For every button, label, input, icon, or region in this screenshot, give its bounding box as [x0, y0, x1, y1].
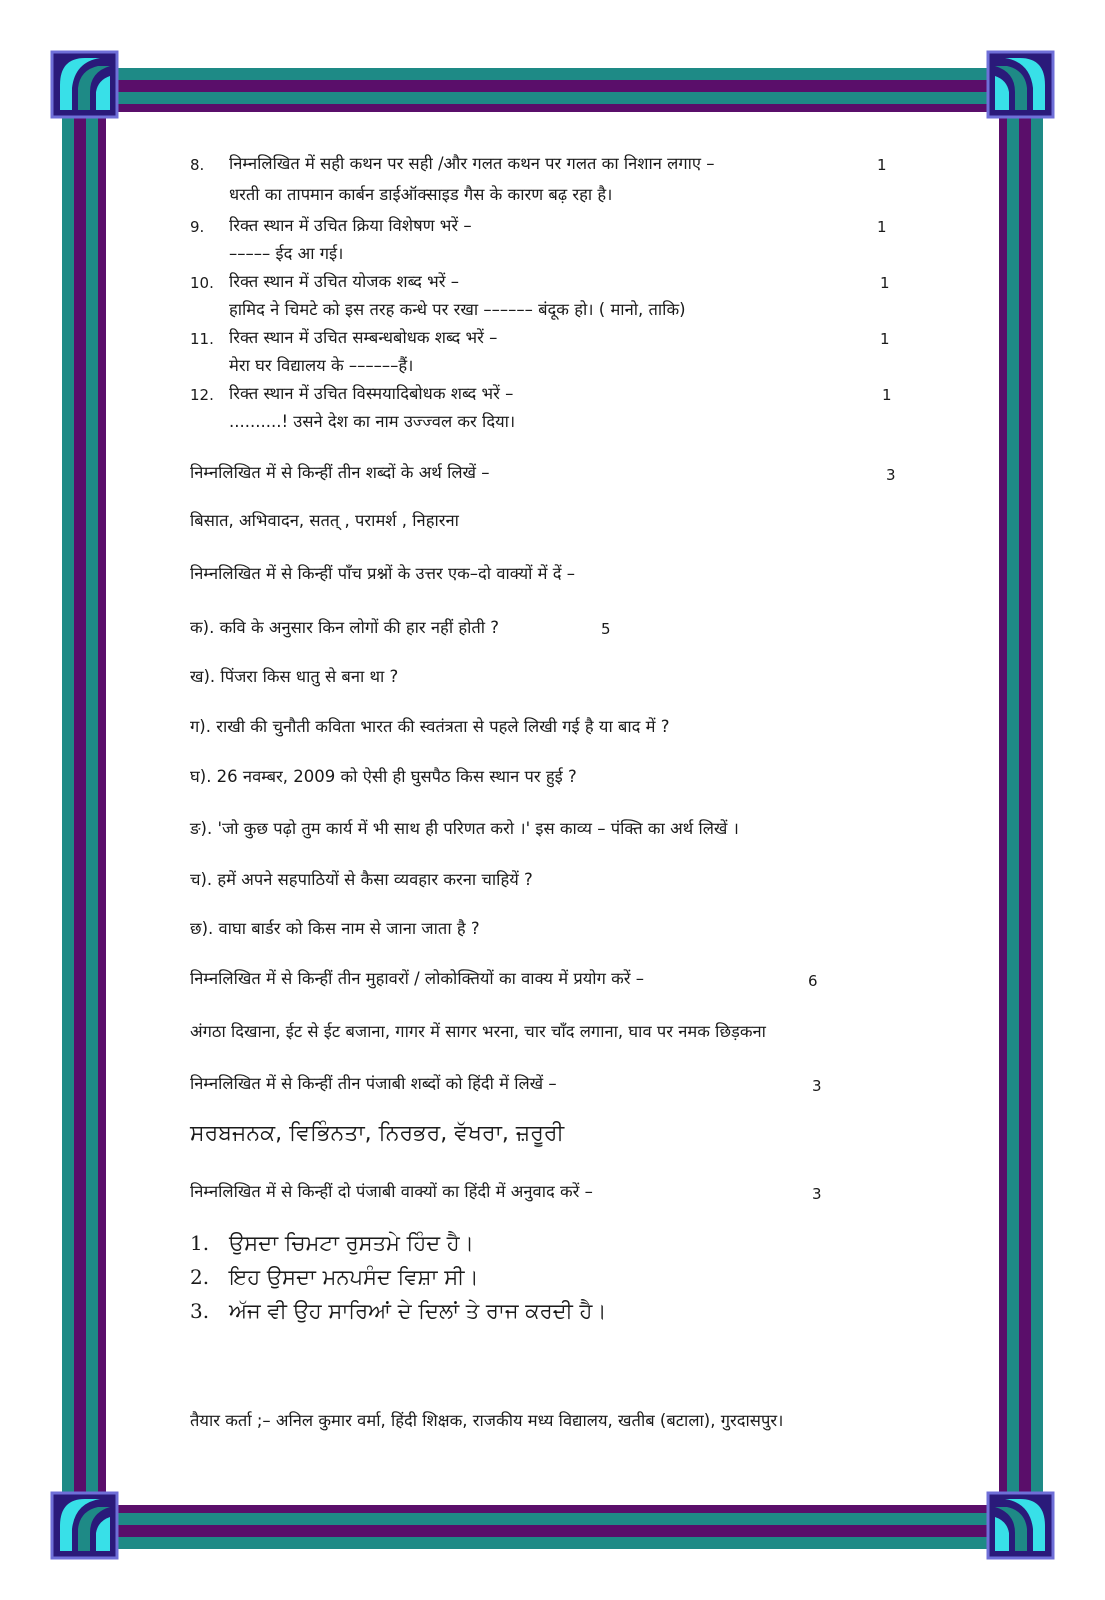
translation-sentence: ਇਹ ਉਸਦਾ ਮਨਪਸੰਦ ਵਿਸ਼ਾ ਸੀ। [229, 1265, 479, 1289]
question-sub: धरती का तापमान कार्बन डाईऑक्साइड गैस के कारण बढ़ रहा है। [229, 185, 613, 204]
question-text: रिक्त स्थान में उचित योजक शब्द भरें – [229, 272, 459, 291]
translation-heading: निम्नलिखित में से किन्हीं दो पंजाबी वाक्यों का हिंदी में अनुवाद करें – [190, 1182, 593, 1201]
translation-sentence: ਉਸਦਾ ਚਿਮਟਾ ਰੁਸਤਮੇ ਹਿੰਦ ਹੈ। [229, 1231, 474, 1255]
question-marks: 1 [877, 218, 887, 236]
question-marks: 1 [880, 274, 890, 292]
question-text: रिक्त स्थान में उचित विस्मयादिबोधक शब्द भरें – [229, 384, 514, 403]
punjabi-words-heading: निम्नलिखित में से किन्हीं तीन पंजाबी शब्दों को हिंदी में लिखें – [190, 1074, 557, 1093]
question-number: 8. [190, 156, 205, 174]
question-marks: 1 [880, 330, 890, 348]
meanings-words: बिसात, अभिवादन, सतत् , परामर्श , निहारना [190, 511, 459, 530]
corner-ornament-top-left [52, 52, 117, 117]
short-answer-item: ङ). 'जो कुछ पढ़ो तुम कार्य में भी साथ ही परिणत करो ।' इस काव्य – पंक्ति का अर्थ लिखें । [190, 819, 739, 838]
short-answers-heading: निम्नलिखित में से किन्हीं पाँच प्रश्नों के उत्तर एक–दो वाक्यों में दें – [190, 564, 576, 583]
question-marks: 1 [882, 386, 892, 404]
translation-number: 1. [190, 1231, 210, 1255]
translation-number: 3. [190, 1299, 210, 1323]
translation-sentence: ਅੱਜ ਵੀ ਉਹ ਸਾਰਿਆਂ ਦੇ ਦਿਲਾਂ ਤੇ ਰਾਜ ਕਰਦੀ ਹੈ। [229, 1299, 607, 1323]
question-sub: मेरा घर विद्यालय के ––––––हैं। [229, 356, 414, 375]
corner-ornament-bottom-right [988, 1493, 1053, 1558]
punjabi-words: ਸਰਬਜਨਕ, ਵਿਭਿੰਨਤਾ, ਨਿਰਭਰ, ਵੱਖਰਾ, ਜ਼ਰੂਰੀ [190, 1121, 565, 1146]
short-answer-item: घ). 26 नवम्बर, 2009 को ऐसी ही घुसपैठ किस स्थान पर हुई ? [190, 767, 577, 786]
corner-ornament-bottom-left [52, 1493, 117, 1558]
meanings-heading: निम्नलिखित में से किन्हीं तीन शब्दों के अर्थ लिखें – [190, 463, 490, 482]
question-number: 9. [190, 218, 205, 236]
question-number: 12. [190, 386, 214, 404]
idioms-list: अंगठा दिखाना, ईट से ईट बजाना, गागर में सागर भरना, चार चाँद लगाना, घाव पर नमक छिड़कना [190, 1022, 766, 1041]
question-text: रिक्त स्थान में उचित क्रिया विशेषण भरें – [229, 216, 472, 235]
idioms-marks: 6 [808, 972, 818, 990]
short-answer-item: छ). वाघा बार्डर को किस नाम से जाना जाता है ? [190, 919, 480, 938]
question-marks: 1 [877, 156, 887, 174]
question-number: 11. [190, 330, 214, 348]
short-answer-item: क). कवि के अनुसार किन लोगों की हार नहीं होती ? [190, 618, 500, 637]
idioms-heading: निम्नलिखित में से किन्हीं तीन मुहावरों / लोकोक्तियों का वाक्य में प्रयोग करें – [190, 969, 645, 988]
punjabi-words-marks: 3 [812, 1077, 822, 1095]
question-number: 10. [190, 274, 214, 292]
author-footer: तैयार कर्ता ;– अनिल कुमार वर्मा, हिंदी शिक्षक, राजकीय मध्य विद्यालय, खतीब (बटाला), गुरदासपुर। [190, 1411, 784, 1430]
translation-marks: 3 [812, 1185, 822, 1203]
short-answers-marks: 5 [601, 620, 611, 638]
translation-number: 2. [190, 1265, 210, 1289]
corner-ornament-top-right [988, 52, 1053, 117]
question-text: निम्नलिखित में सही कथन पर सही /और गलत कथन पर गलत का निशान लगाए – [229, 154, 715, 173]
meanings-marks: 3 [886, 466, 896, 484]
short-answer-item: च). हमें अपने सहपाठियों से कैसा व्यवहार करना चाहियें ? [190, 870, 533, 889]
question-sub: ..........! उसने देश का नाम उज्ज्वल कर दिया। [229, 412, 516, 431]
question-sub: हामिद ने चिमटे को इस तरह कन्धे पर रखा –––––– बंदूक हो। ( मानो, ताकि) [229, 300, 686, 319]
short-answer-item: ग). राखी की चुनौती कविता भारत की स्वतंत्रता से पहले लिखी गई है या बाद में ? [190, 717, 670, 736]
question-text: रिक्त स्थान में उचित सम्बन्धबोधक शब्द भरें – [229, 328, 498, 347]
question-sub: ––––– ईद आ गई। [229, 244, 344, 263]
short-answer-item: ख). पिंजरा किस धातु से बना था ? [190, 667, 399, 686]
